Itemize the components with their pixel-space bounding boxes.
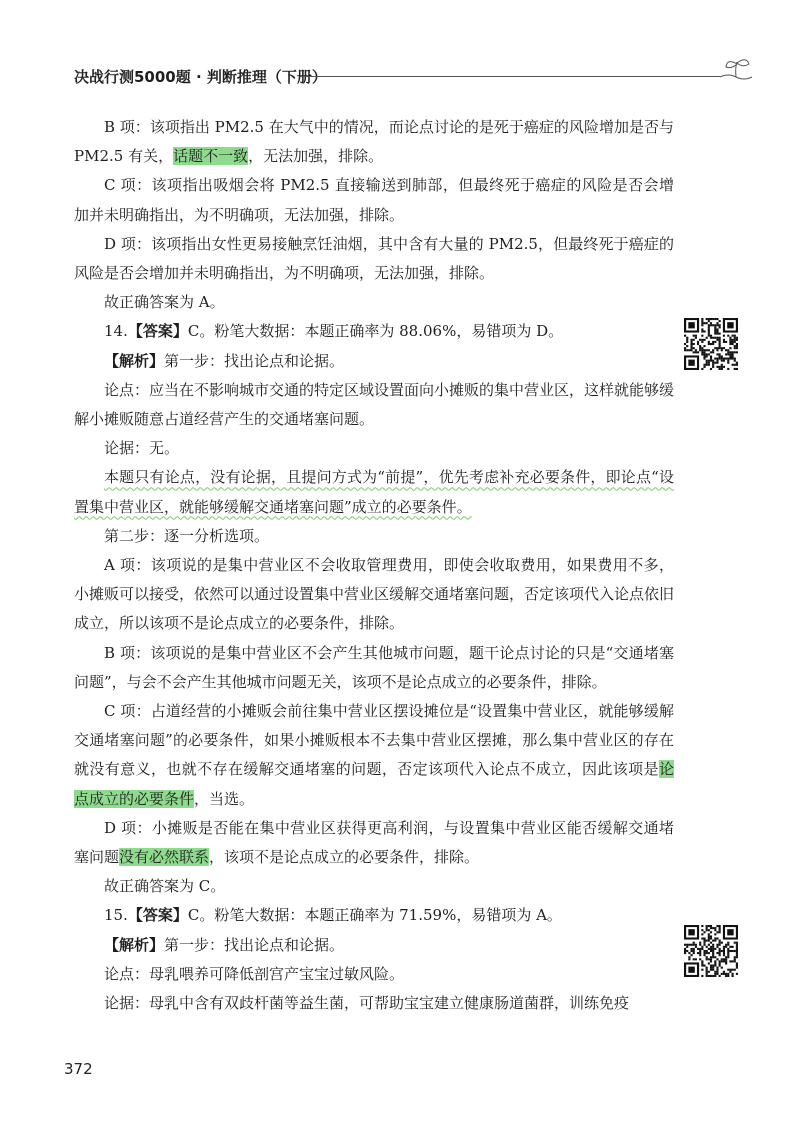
text-run: C。粉笔大数据：本题正确率为 88.06%，易错项为 D。 — [187, 322, 564, 341]
highlighted-text: 没有必然联系 — [119, 848, 210, 867]
text-run: A 项：该项说的是集中营业区不会收取管理费用，即使会收取费用，如果费用不多，小摊贩可以接受，依然可以通过设置集中营业区缓解交通堵塞问题，否定该项代入论点依旧成立，所以该项不是论点成立的必要条件，排除。 — [74, 556, 675, 633]
paragraph-b-item — [74, 113, 674, 171]
text-run: 【答案】 — [127, 322, 188, 341]
text-run: 论据：母乳中含有双歧杆菌等益生菌，可帮助宝宝建立健康肠道菌群，训练免疫 — [104, 994, 630, 1013]
text-run: 【解析】 — [104, 935, 165, 954]
paragraph-q14-evidence — [74, 434, 674, 463]
paragraph-q14-step2 — [74, 522, 674, 551]
paragraph-c-item — [74, 171, 674, 229]
highlighted-text: 话题不一致 — [173, 147, 249, 166]
text-run: 论点：应当在不影响城市交通的特定区域设置面向小摊贩的集中营业区，这样就能够缓解小摊贩随意占道经营产生的交通堵塞问题。 — [74, 380, 675, 429]
text-run: B 项：该项指出 PM2.5 在大气中的情况，而论点讨论的是死于癌症的风险增加是否与 PM2.5 有关， — [74, 118, 674, 166]
page-body — [74, 113, 674, 1018]
text-run: 第二步：逐一分析选项。 — [104, 526, 270, 545]
text-run: 论点：母乳喂养可降低剖宫产宝宝过敏风险。 — [104, 964, 405, 983]
paragraph-q15-evidence — [74, 989, 674, 1018]
text-run: 第一步：找出论点和论据。 — [164, 935, 345, 954]
text-run: 15. — [104, 906, 128, 925]
qr-code-icon — [684, 925, 738, 977]
paragraph-q15-thesis — [74, 960, 674, 989]
text-run: ，该项不是论点成立的必要条件，排除。 — [209, 848, 480, 867]
page-number: 372 — [64, 1060, 93, 1078]
book-title: 决战行测5000题 · 判断推理（下册） — [74, 68, 327, 86]
paragraph-answer-14 — [74, 872, 674, 901]
paragraph-d-item — [74, 230, 674, 288]
qr-code-q15[interactable] — [684, 925, 738, 977]
text-run: 故正确答案为 C。 — [104, 877, 226, 896]
underlined-text: 本题只有论点，没有论据，且提问方式为“前提”，优先考虑补充必要条件，即论点“设置集中营业区，就能够缓解交通堵塞问题”成立的必要条件。 — [74, 468, 674, 516]
text-run: C。粉笔大数据：本题正确率为 71.59%，易错项为 A。 — [187, 906, 562, 925]
qr-code-icon — [684, 318, 738, 370]
paragraph-q14-a — [74, 551, 674, 639]
text-run: 论据：无。 — [104, 439, 180, 458]
header-rule — [300, 76, 720, 77]
text-run: 故正确答案为 A。 — [104, 293, 225, 312]
paragraph-q14-b — [74, 639, 674, 697]
paragraph-q14-c — [74, 697, 674, 814]
text-run: C 项：占道经营的小摊贩会前往集中营业区摆设摊位是“设置集中营业区，就能够缓解交通堵塞问题”的必要条件，如果小摊贩根本不去集中营业区摆摊，那么集中营业区的存在就没有意义，也就不存在缓解交通堵塞的问题，否定该项代入论点不成立，因此该项是 — [74, 702, 674, 779]
paragraph-q15-answer — [74, 901, 674, 930]
text-run: 第一步：找出论点和论据。 — [164, 351, 345, 370]
qr-code-q14[interactable] — [684, 318, 738, 370]
paragraph-q14-note — [74, 463, 674, 521]
paragraph-q14-analysis — [74, 347, 674, 376]
text-run: B 项：该项说的是集中营业区不会产生其他城市问题，题干论点讨论的只是“交通堵塞问题”，与会不会产生其他城市问题无关，该项不是论点成立的必要条件，排除。 — [74, 643, 674, 691]
text-run: ，当选。 — [194, 789, 255, 808]
paragraph-q15-analysis — [74, 931, 674, 960]
paragraph-answer-13 — [74, 288, 674, 317]
text-run: 【答案】 — [127, 906, 188, 925]
running-header — [74, 56, 754, 96]
paragraph-q14-answer — [74, 317, 674, 346]
paragraph-q14-thesis — [74, 376, 674, 434]
text-run: C 项：该项指出吸烟会将 PM2.5 直接输送到肺部，但最终死于癌症的风险是否会增加并未明确指出，为不明确项，无法加强，排除。 — [74, 176, 674, 224]
text-run: 【解析】 — [104, 351, 165, 370]
paragraph-q14-d — [74, 814, 674, 872]
text-run: 14. — [104, 322, 128, 341]
highlighted-text: 论点成立的必要条件 — [74, 760, 674, 808]
sprout-icon — [716, 56, 756, 86]
text-run: D 项：该项指出女性更易接触烹饪油烟，其中含有大量的 PM2.5，但最终死于癌症的风险是否会增加并未明确指出，为不明确项，无法加强，排除。 — [74, 234, 674, 283]
text-run: ，无法加强，排除。 — [248, 147, 384, 166]
text-run: D 项：小摊贩是否能在集中营业区获得更高利润，与设置集中营业区能否缓解交通堵塞问题 — [74, 818, 674, 867]
